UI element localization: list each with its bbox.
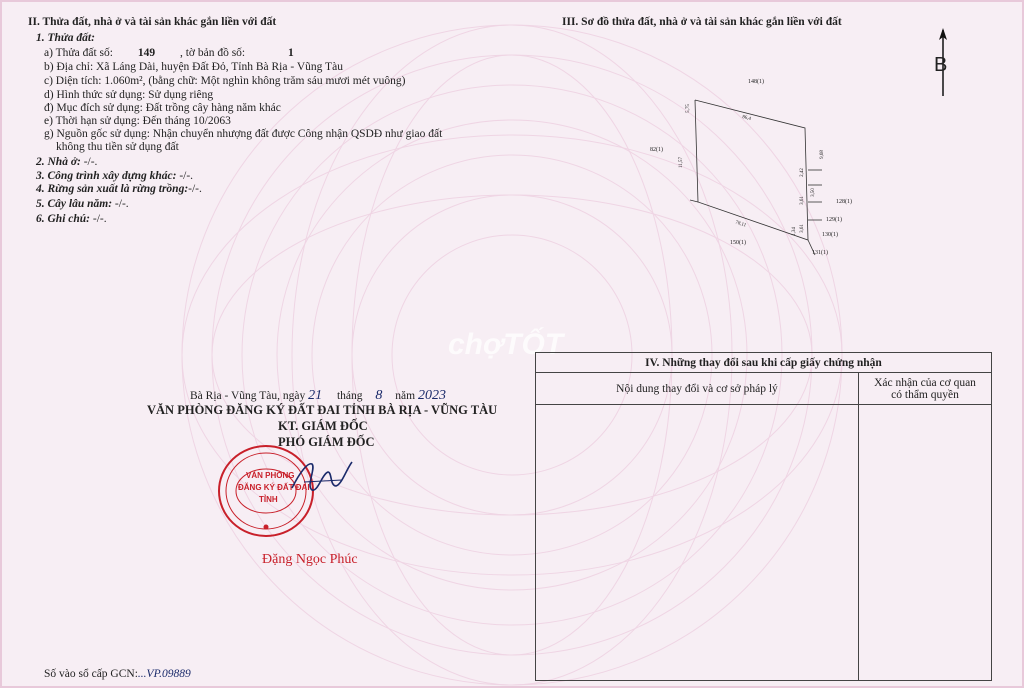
signing-month: 8 — [375, 388, 383, 403]
stamp-line-3: TỈNH — [259, 495, 278, 504]
forest-line — [36, 183, 202, 195]
map-sheet-label: , tờ bản đồ số: — [179, 47, 246, 59]
perennial-label: 5. Cây lâu năm: — [36, 198, 113, 210]
parcel-sketch — [640, 70, 870, 270]
label-edge-bottom: 78,11 — [734, 220, 747, 229]
registry-value: ...VP.09889 — [137, 668, 191, 680]
changes-table — [535, 352, 992, 681]
label-bottom-parcel: 150(1) — [730, 240, 746, 246]
map-sheet-value: 1 — [288, 47, 294, 59]
signing-day: 21 — [308, 388, 323, 403]
forest-label: 4. Rừng sản xuất là rừng trồng: — [36, 183, 189, 195]
plot-number-line — [44, 47, 294, 59]
origin-line-1: g) Nguồn gốc sử dụng: Nhận chuyển nhượng đất được Công nhận QSDĐ như giao đất — [44, 128, 443, 140]
signing-date — [190, 388, 446, 404]
year-label: năm — [395, 390, 416, 402]
house-label: 2. Nhà ở: — [36, 156, 81, 168]
address-line: b) Địa chỉ: Xã Láng Dài, huyện Đất Đỏ, Tỉnh Bà Rịa - Vũng Tàu — [44, 61, 343, 73]
confirm-header-line-1: Xác nhận của cơ quan — [874, 376, 976, 389]
label-top-parcel: 148(1) — [748, 79, 764, 85]
section-3-title: III. Sơ đồ thửa đất, nhà ở và tài sản khác gắn liền với đất — [562, 16, 842, 28]
stamp-line-2: ĐĂNG KÝ ĐẤT ĐAI — [238, 483, 310, 492]
watermark: chợTỐT — [448, 328, 564, 361]
label-edge-tl: 5,75 — [685, 104, 691, 113]
changes-content-header: Nội dung thay đổi và cơ sở pháp lý — [536, 373, 859, 405]
land-plot-heading: 1. Thửa đất: — [36, 32, 95, 44]
label-e4: 3,61 — [799, 196, 805, 205]
deputy-director: PHÓ GIÁM ĐỐC — [278, 435, 375, 449]
plot-number-label: a) Thửa đất số: — [44, 47, 113, 59]
changes-confirm-header — [859, 373, 992, 405]
label-e1: 9,68 — [819, 150, 825, 159]
label-e6: 1,34 — [791, 227, 797, 236]
usage-purpose-line: đ) Mục đích sử dụng: Đất trồng cây hàng năm khác — [44, 102, 281, 114]
house-value: -/-. — [80, 156, 98, 168]
registry-label: Số vào sổ cấp GCN: — [44, 668, 138, 680]
changes-confirm-cell — [859, 405, 992, 681]
label-r1: 128(1) — [836, 199, 852, 205]
issuing-office: VĂN PHÒNG ĐĂNG KÝ ĐẤT ĐAI TỈNH BÀ RỊA - VŨNG TÀU — [147, 403, 498, 417]
kt-director: KT. GIÁM ĐỐC — [278, 419, 368, 433]
usage-term-line: e) Thời hạn sử dụng: Đến tháng 10/2063 — [44, 115, 231, 127]
label-e5: 3,61 — [799, 224, 805, 233]
label-e3: 3,50 — [810, 188, 816, 197]
stamp-line-1: VĂN PHÒNG — [246, 471, 295, 480]
confirm-header-line-2: có thẩm quyền — [891, 388, 959, 401]
plot-number-value: 149 — [137, 47, 156, 59]
label-e2: 2,42 — [799, 168, 805, 177]
forest-value: -/-. — [188, 183, 202, 195]
label-r4: 131(1) — [812, 250, 828, 256]
section-2-title: II. Thửa đất, nhà ở và tài sản khác gắn liền với đất — [28, 16, 277, 28]
label-edge-left: 11,57 — [679, 156, 685, 169]
signer-name: Đặng Ngọc Phúc — [262, 552, 358, 567]
signing-place: Bà Rịa - Vũng Tàu, ngày — [190, 390, 306, 402]
other-construction-value: -/-. — [176, 170, 194, 182]
north-label: B — [934, 54, 948, 76]
label-r3: 130(1) — [822, 232, 838, 238]
other-construction-label: 3. Công trình xây dựng khác: — [36, 170, 177, 182]
label-edge-top: 86,4 — [741, 115, 752, 122]
label-r2: 129(1) — [826, 217, 842, 223]
handwritten-signature — [282, 452, 362, 502]
changes-content-cell — [536, 405, 859, 681]
other-construction-line — [36, 170, 193, 182]
note-label: 6. Ghi chú: — [36, 213, 90, 225]
changes-table-title: IV. Những thay đổi sau khi cấp giấy chứng nhận — [536, 353, 992, 373]
perennial-line — [36, 198, 129, 210]
perennial-value: -/-. — [112, 198, 129, 210]
registry-number — [44, 668, 191, 680]
origin-line-2: không thu tiền sử dụng đất — [56, 141, 179, 153]
note-value: -/-. — [90, 213, 107, 225]
note-line — [36, 213, 107, 225]
signing-year: 2023 — [417, 388, 446, 403]
area-line: c) Diện tích: 1.060m², (bằng chữ: Một nghìn không trăm sáu mươi mét vuông) — [44, 75, 406, 87]
label-left-parcel: 82(1) — [650, 147, 663, 153]
house-line — [36, 156, 97, 168]
month-label: tháng — [336, 390, 363, 402]
usage-form-line: d) Hình thức sử dụng: Sử dụng riêng — [44, 89, 214, 101]
